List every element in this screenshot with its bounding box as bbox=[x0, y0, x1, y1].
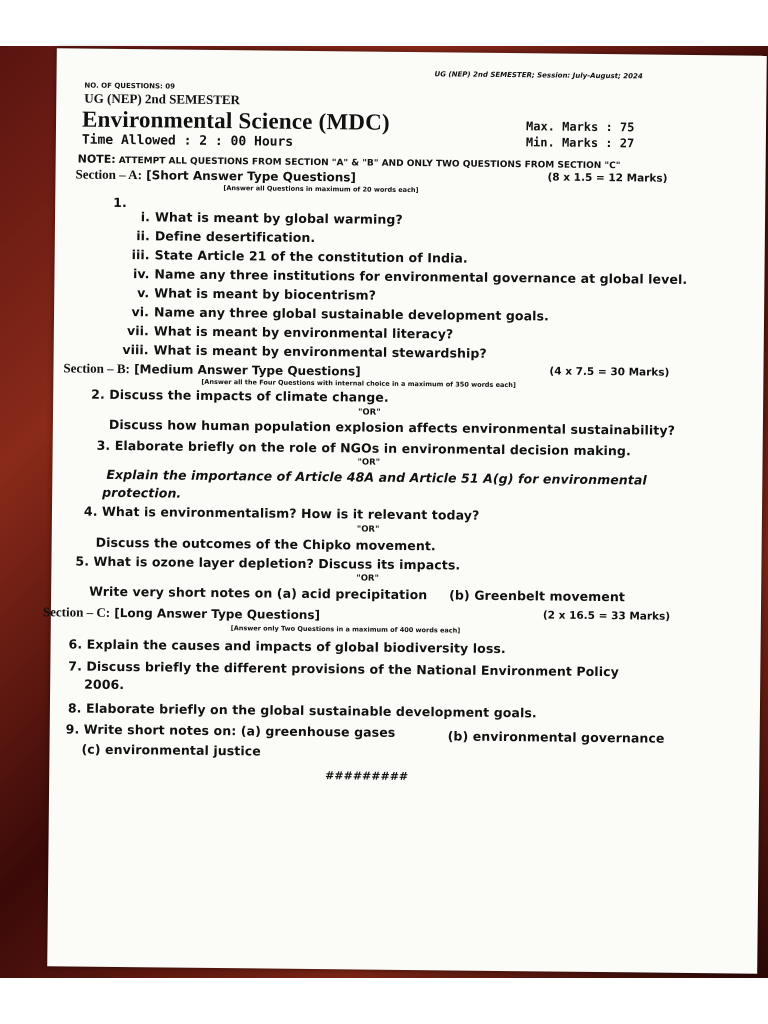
no-of-questions: NO. OF QUESTIONS: 09 bbox=[84, 81, 176, 91]
time-allowed: Time Allowed : 2 : 00 Hours bbox=[81, 132, 294, 150]
question-4: 4. What is environmentalism? How is it relevant today? bbox=[83, 503, 480, 523]
section-c-instruction: [Answer only Two Questions in a maximum of 400 words each] bbox=[230, 624, 461, 635]
section-a-label: Section – A: bbox=[75, 166, 143, 183]
or-separator: "OR" bbox=[356, 573, 379, 584]
question-3-alt: Explain the importance of Article 48A and Article 51 A(g) for environmental bbox=[106, 466, 647, 488]
question-1-label: 1. bbox=[113, 194, 127, 211]
section-a-marks: (8 x 1.5 = 12 Marks) bbox=[547, 171, 668, 185]
subq-num: vii. bbox=[126, 323, 149, 339]
subq-text: Define desertification. bbox=[154, 228, 316, 246]
question-8: 8. Elaborate briefly on the global sustainable development goals. bbox=[67, 700, 537, 721]
subq-text: State Article 21 of the constitution of India. bbox=[154, 247, 468, 266]
end-marker: ######### bbox=[325, 769, 409, 784]
subq-num: vi. bbox=[131, 304, 150, 320]
question-3-alt-cont: protection. bbox=[102, 484, 182, 501]
max-marks: Max. Marks : 75 bbox=[525, 119, 635, 135]
min-marks: Min. Marks : 27 bbox=[525, 135, 635, 151]
subq-text: What is meant by global warming? bbox=[154, 209, 403, 227]
section-b-label: Section – B: bbox=[63, 360, 131, 377]
subq-num: ii. bbox=[136, 228, 150, 244]
question-5-alt-b: (b) Greenbelt movement bbox=[449, 587, 626, 605]
subq-num: viii. bbox=[122, 342, 149, 358]
subq-text: What is meant by biocentrism? bbox=[154, 285, 377, 303]
subq-text: What is meant by environmental literacy? bbox=[153, 323, 454, 342]
subq-num: iii. bbox=[131, 247, 150, 263]
question-9-b: (b) environmental governance bbox=[447, 728, 665, 746]
section-b-heading bbox=[63, 360, 360, 379]
question-7: 7. Discuss briefly the different provisions of the National Environment Policy bbox=[68, 658, 619, 680]
section-a-instruction: [Answer all Questions in maximum of 20 words each] bbox=[223, 184, 419, 195]
question-3: 3. Elaborate briefly on the role of NGOs in environmental decision making. bbox=[96, 437, 631, 459]
question-5: 5. What is ozone layer depletion? Discuss its impacts. bbox=[75, 553, 461, 573]
or-separator: "OR" bbox=[357, 457, 381, 468]
paper-title: Environmental Science (MDC) bbox=[81, 106, 390, 135]
section-c-heading bbox=[43, 604, 320, 623]
question-2-alt: Discuss how human population explosion affects environmental sustainability? bbox=[108, 416, 676, 438]
section-b-type: [Medium Answer Type Questions] bbox=[134, 362, 361, 379]
question-4-alt: Discuss the outcomes of the Chipko movement. bbox=[95, 534, 436, 554]
note-text: ATTEMPT ALL QUESTIONS FROM SECTION "A" & "B" AND ONLY TWO QUESTIONS FROM SECTION "C" bbox=[118, 155, 621, 172]
section-c-type: [Long Answer Type Questions] bbox=[114, 605, 321, 623]
or-separator: "OR" bbox=[357, 407, 381, 418]
question-6: 6. Explain the causes and impacts of global biodiversity loss. bbox=[68, 636, 506, 657]
exam-paper bbox=[42, 48, 767, 973]
session-info: UG (NEP) 2nd SEMESTER; Session: July-August; 2024 bbox=[434, 70, 643, 81]
section-a-heading bbox=[75, 167, 356, 186]
subq-text: What is meant by environmental stewardship? bbox=[153, 342, 487, 361]
subq-text: Name any three institutions for environmental governance at global level. bbox=[154, 266, 688, 287]
subq-num: v. bbox=[137, 285, 150, 301]
section-c-marks: (2 x 16.5 = 33 Marks) bbox=[542, 609, 671, 623]
subq-text: Name any three global sustainable development goals. bbox=[153, 304, 550, 324]
note-label: NOTE: bbox=[77, 152, 116, 166]
subq-num: i. bbox=[140, 209, 151, 225]
section-a-type: [Short Answer Type Questions] bbox=[146, 168, 357, 185]
question-9: 9. Write short notes on: (a) greenhouse gases bbox=[65, 721, 396, 740]
or-separator: "OR" bbox=[356, 524, 380, 535]
question-9-c: (c) environmental justice bbox=[81, 741, 261, 759]
section-b-instruction: [Answer all the Four Questions with internal choice in a maximum of 350 words each] bbox=[201, 377, 516, 390]
question-7-cont: 2006. bbox=[84, 676, 125, 693]
section-c-label: Section – C: bbox=[42, 604, 111, 620]
section-b-marks: (4 x 7.5 = 30 Marks) bbox=[549, 365, 670, 379]
question-5-alt-a: Write very short notes on (a) acid precipitation bbox=[89, 583, 428, 603]
question-2: 2. Discuss the impacts of climate change. bbox=[91, 386, 389, 405]
subq-num: iv. bbox=[132, 266, 150, 282]
semester-label: UG (NEP) 2nd SEMESTER bbox=[84, 90, 241, 108]
